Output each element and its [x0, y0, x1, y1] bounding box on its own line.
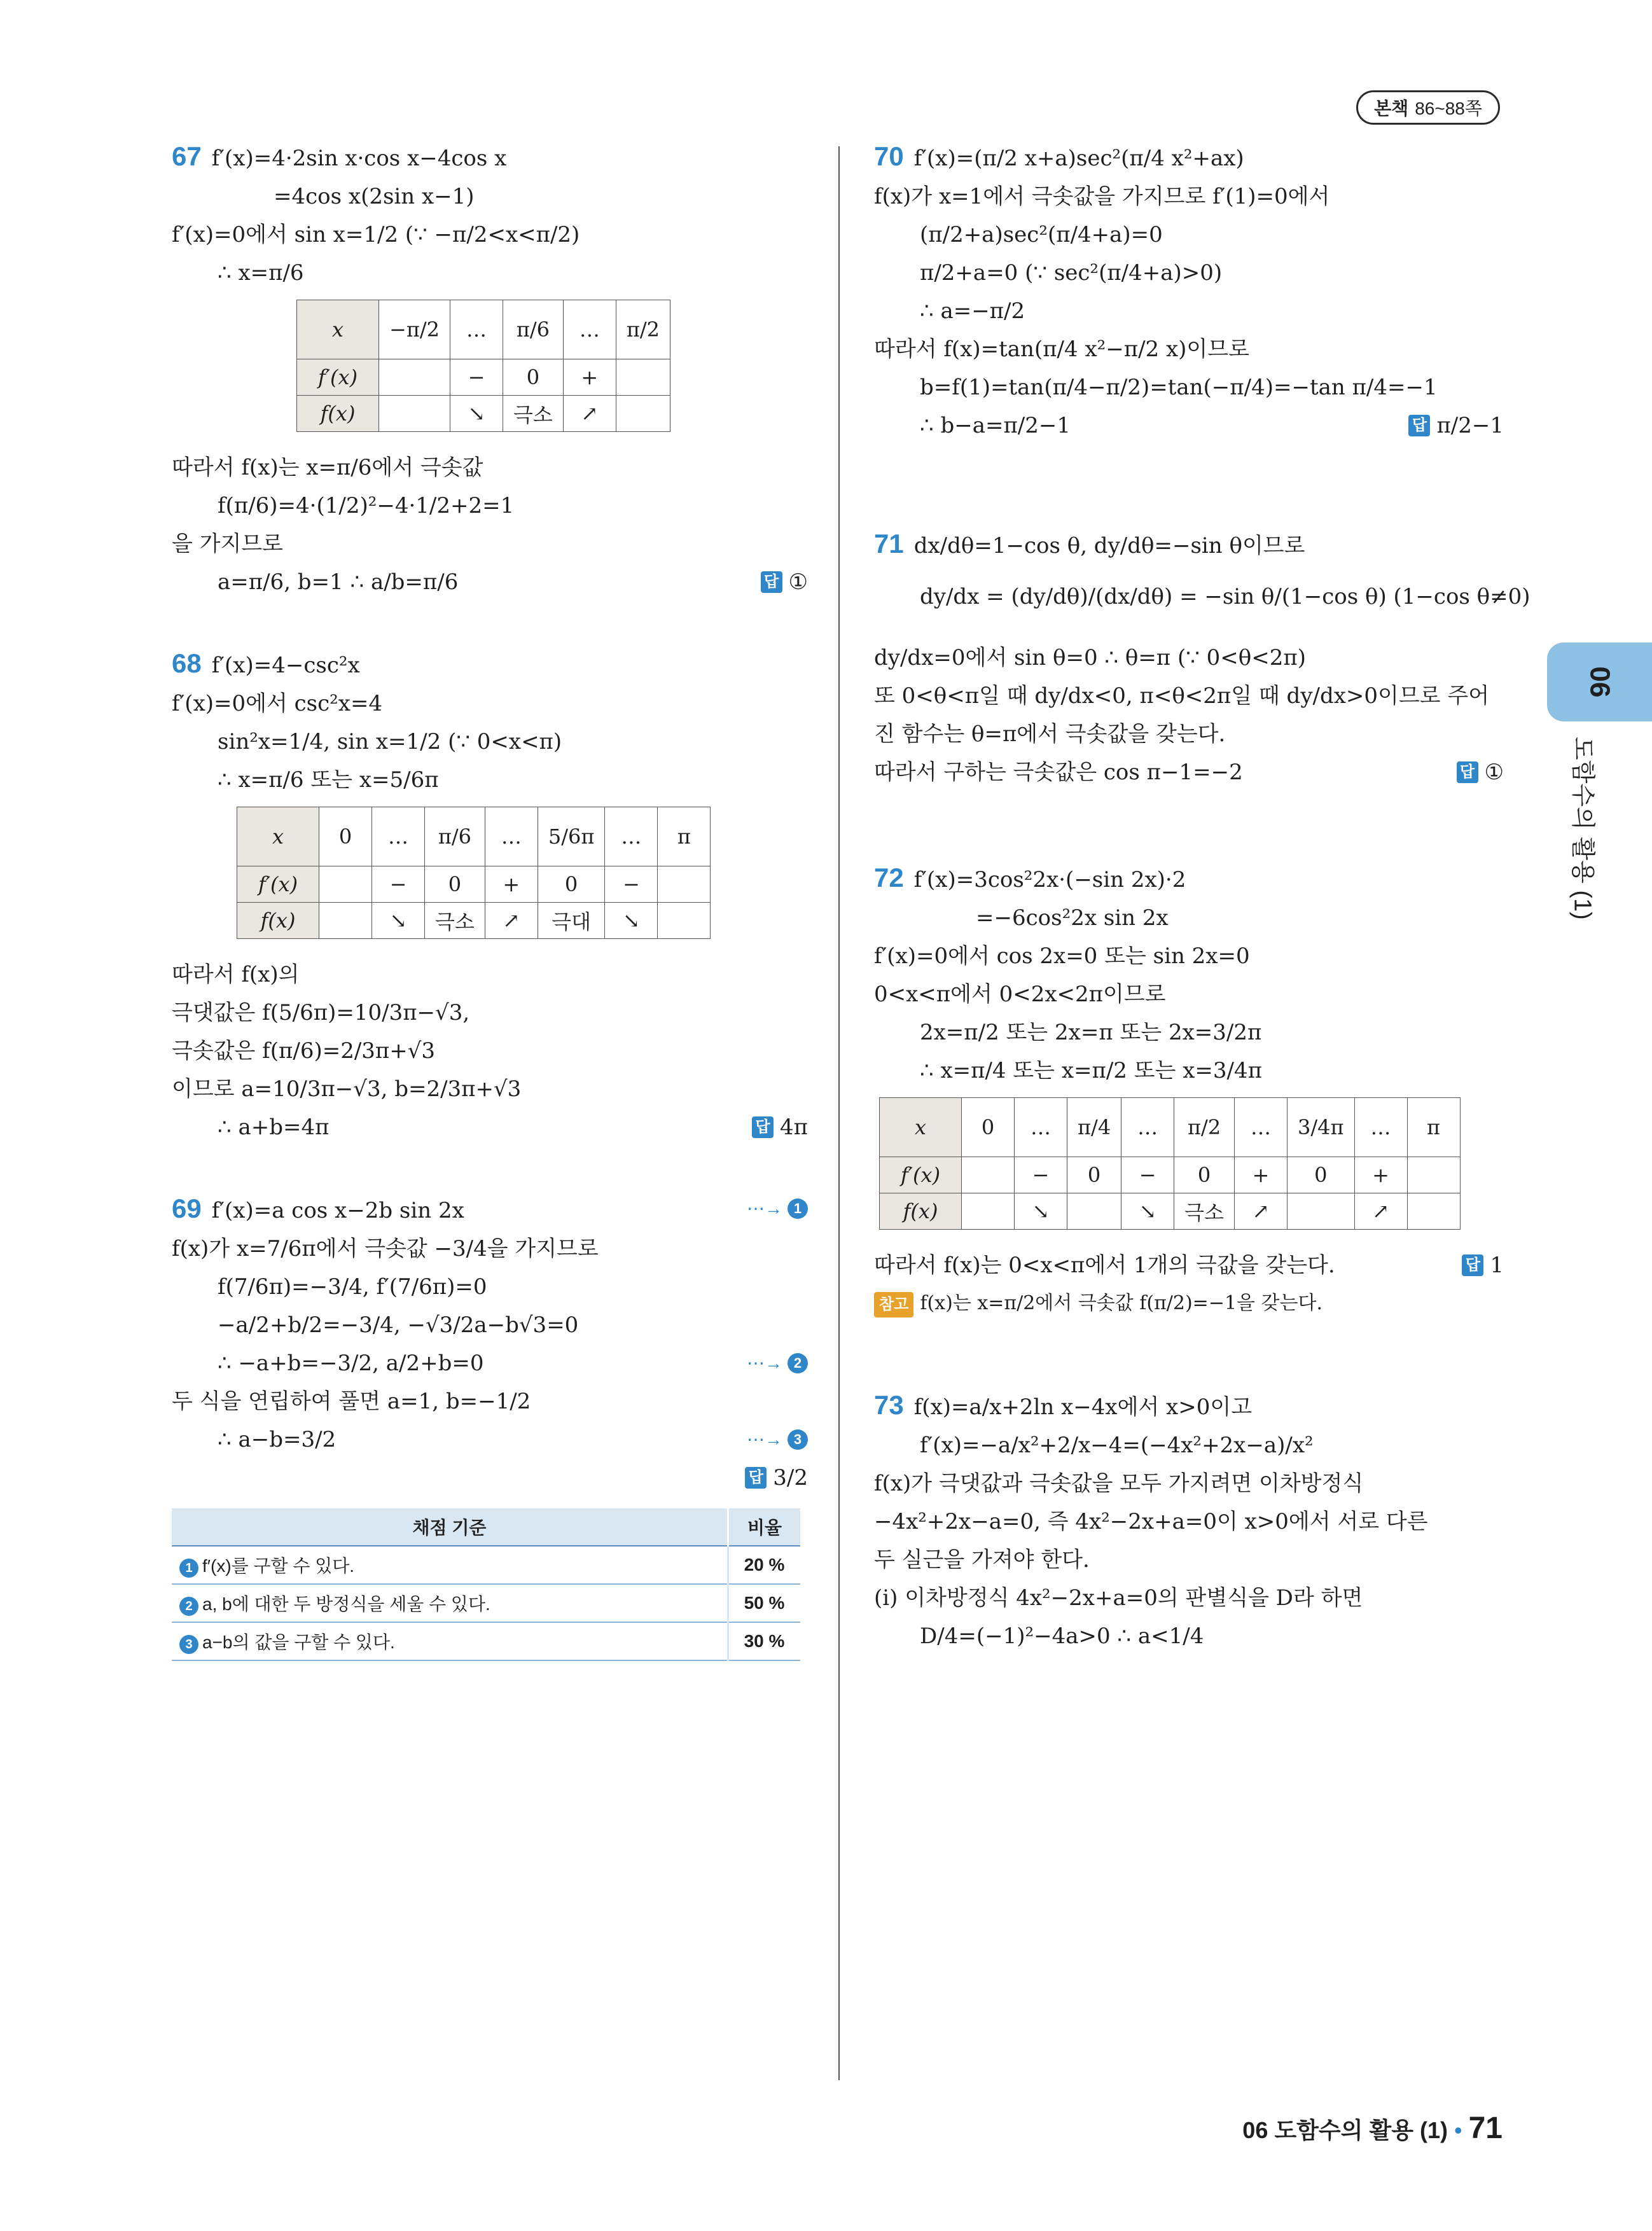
page-range: 86~88쪽	[1415, 99, 1482, 118]
table-cell: −	[605, 866, 658, 903]
table-cell	[1407, 1193, 1460, 1230]
table-row	[237, 903, 711, 939]
solution-line: 두 실근을 가져야 한다.	[874, 1547, 1090, 1573]
solution-line: f′(x)=a cos x−2b sin 2x	[211, 1198, 464, 1223]
table-cell: π/2	[616, 300, 670, 359]
step-marker-2: ⋯→ 2	[747, 1352, 808, 1375]
table-cell: ↘	[1015, 1193, 1067, 1230]
answer-71	[1457, 761, 1504, 784]
solution-line: 극댓값은 f(5/6π)=10/3π−√3,	[172, 1000, 470, 1025]
answer-icon: 답	[1408, 415, 1430, 436]
book-label: 본책	[1374, 99, 1409, 118]
solution-line: 따라서 구하는 극솟값은 cos π−1=−2	[874, 760, 1243, 785]
table-cell: +	[563, 359, 616, 396]
answer-value: 3/2	[773, 1465, 808, 1491]
solution-line: 따라서 f(x)는 0<x<π에서 1개의 극값을 갖는다.	[874, 1253, 1335, 1278]
rubric-percent: 20 %	[728, 1546, 801, 1584]
solution-line: 을 가지므로	[172, 531, 284, 557]
answer-68	[752, 1116, 808, 1139]
solution-line: f(x)가 x=1에서 극솟값을 가지므로 f′(1)=0에서	[874, 184, 1330, 209]
table-cell: −π/2	[379, 300, 450, 359]
solution-line: (i) 이차방정식 4x²−2x+a=0의 판별식을 D라 하면	[874, 1585, 1363, 1611]
table-cell: π/4	[1067, 1098, 1121, 1157]
table-cell: 0	[1067, 1157, 1121, 1193]
table-cell	[962, 1193, 1015, 1230]
table-cell	[379, 359, 450, 396]
solution-line: 따라서 f(x)의	[172, 962, 300, 987]
solution-line: 따라서 f(x)=tan(π/4 x²−π/2 x)이므로	[874, 337, 1249, 362]
right-column	[874, 141, 1531, 1706]
solution-line: f′(x)=0에서 csc²x=4	[172, 691, 383, 716]
table-cell: π/6	[503, 300, 563, 359]
problem-69	[172, 1193, 808, 1661]
table-cell: …	[563, 300, 616, 359]
sign-table-72	[879, 1097, 1461, 1230]
table-cell: ↗	[563, 396, 616, 432]
rubric-header-criteria: 채점 기준	[172, 1508, 728, 1546]
rubric-criterion: a, b에 대한 두 방정식을 세울 수 있다.	[202, 1594, 490, 1614]
problem-number: 71	[874, 529, 904, 559]
table-cell: …	[1015, 1098, 1067, 1157]
step-marker-3: ⋯→ 3	[747, 1428, 808, 1451]
table-cell: f(x)	[297, 396, 379, 432]
chapter-number: 06	[1584, 666, 1616, 698]
sign-table-67	[296, 300, 670, 432]
solution-line: f′(x)=−a/x²+2/x−4=(−4x²+2x−a)/x²	[920, 1433, 1314, 1458]
page-number: 71	[1468, 2111, 1503, 2145]
rubric-criterion: a−b의 값을 구할 수 있다.	[202, 1632, 395, 1652]
solution-line: f(x)=a/x+2ln x−4x에서 x>0이고	[913, 1394, 1253, 1420]
rubric-row: 3 a−b의 값을 구할 수 있다. 30 %	[172, 1622, 800, 1660]
table-cell: +	[1235, 1157, 1288, 1193]
solution-line: ∴ −a+b=−3/2, a/2+b=0	[218, 1351, 484, 1376]
table-cell: −	[450, 359, 503, 396]
table-cell: 3/4π	[1288, 1098, 1355, 1157]
problem-number: 69	[172, 1193, 202, 1223]
footer-chapter: 06 도함수의 활용 (1)	[1242, 2117, 1448, 2143]
solution-line: ∴ a=−π/2	[920, 298, 1025, 324]
table-row	[297, 359, 670, 396]
chapter-title: 도함수의 활용 (1)	[1569, 737, 1596, 920]
solution-line: =4cos x(2sin x−1)	[274, 184, 475, 209]
table-cell: ↘	[1121, 1193, 1174, 1230]
table-cell: 극대	[538, 903, 605, 939]
problem-70	[874, 141, 1504, 438]
solution-line: b=f(1)=tan(π/4−π/2)=tan(−π/4)=−tan π/4=−1	[920, 375, 1438, 400]
problem-number: 68	[172, 648, 202, 678]
solution-line: ∴ a−b=3/2	[218, 1427, 337, 1452]
table-cell: 0	[962, 1098, 1015, 1157]
solution-line: 따라서 f(x)는 x=π/6에서 극솟값	[172, 455, 483, 480]
table-cell: ↘	[450, 396, 503, 432]
table-cell: 0	[503, 359, 563, 396]
table-cell: 0	[1174, 1157, 1235, 1193]
table-cell: f(x)	[237, 903, 319, 939]
solution-line: f(x)가 극댓값과 극솟값을 모두 가지려면 이차방정식	[874, 1471, 1364, 1496]
problem-number: 67	[172, 141, 202, 171]
table-row	[880, 1157, 1461, 1193]
answer-icon: 답	[1462, 1255, 1483, 1276]
rubric-row: 2 a, b에 대한 두 방정식을 세울 수 있다. 50 %	[172, 1584, 800, 1622]
answer-icon: 답	[745, 1467, 767, 1489]
column-divider	[838, 146, 840, 2080]
step-marker-1: ⋯→ 1	[747, 1197, 808, 1220]
solution-line: 극솟값은 f(π/6)=2/3π+√3	[172, 1038, 436, 1064]
table-cell	[658, 903, 711, 939]
answer-72	[1462, 1254, 1504, 1277]
solution-line: f′(x)=4−csc²x	[211, 653, 360, 678]
table-cell: π	[658, 807, 711, 866]
table-cell: …	[1121, 1098, 1174, 1157]
solution-line: 진 함수는 θ=π에서 극솟값을 갖는다.	[874, 721, 1226, 747]
table-cell	[616, 359, 670, 396]
table-cell	[962, 1157, 1015, 1193]
answer-70	[1408, 414, 1504, 437]
solution-line: dy/dx=0에서 sin θ=0 ∴ θ=π (∵ 0<θ<2π)	[874, 645, 1306, 671]
solution-line: f′(x)=3cos²2x·(−sin 2x)·2	[913, 867, 1186, 893]
table-cell	[1288, 1193, 1355, 1230]
answer-67	[761, 571, 808, 594]
rubric-row: 1 f′(x)를 구할 수 있다. 20 %	[172, 1546, 800, 1584]
footer-bullet: •	[1454, 2117, 1462, 2143]
solution-line: 이므로 a=10/3π−√3, b=2/3π+√3	[172, 1076, 522, 1102]
solution-line: 또 0<θ<π일 때 dy/dx<0, π<θ<2π일 때 dy/dx>0이므로 주어	[874, 683, 1490, 709]
table-cell	[658, 866, 711, 903]
table-cell: 극소	[1174, 1193, 1235, 1230]
solution-line: 0<x<π에서 0<2x<2π이므로	[874, 982, 1166, 1007]
left-column	[172, 141, 808, 1720]
table-cell: ↗	[1354, 1193, 1407, 1230]
rubric-percent: 50 %	[728, 1584, 801, 1622]
table-cell: …	[372, 807, 425, 866]
solution-line: sin²x=1/4, sin x=1/2 (∵ 0<x<π)	[218, 729, 562, 754]
problem-67	[172, 141, 808, 595]
table-cell: …	[450, 300, 503, 359]
answer-value: 4π	[780, 1115, 808, 1140]
table-cell: f′(x)	[237, 866, 319, 903]
solution-line: 두 식을 연립하여 풀면 a=1, b=−1/2	[172, 1389, 531, 1414]
problem-number: 73	[874, 1390, 904, 1420]
solution-line: f(x)가 x=7/6π에서 극솟값 −3/4을 가지므로	[172, 1236, 599, 1261]
note-icon: 참고	[874, 1292, 913, 1317]
solution-line: ∴ x=π/4 또는 x=π/2 또는 x=3/4π	[920, 1058, 1262, 1083]
table-cell	[319, 866, 372, 903]
table-cell: 0	[538, 866, 605, 903]
problem-68	[172, 648, 808, 1140]
table-cell: 5/6π	[538, 807, 605, 866]
table-cell: f(x)	[880, 1193, 962, 1230]
chapter-side-tab	[1547, 643, 1652, 721]
table-cell: π/6	[425, 807, 485, 866]
sign-table-68	[237, 807, 711, 939]
solution-line: −4x²+2x−a=0, 즉 4x²−2x+a=0이 x>0에서 서로 다른	[874, 1509, 1428, 1534]
table-cell	[379, 396, 450, 432]
answer-value: ①	[1484, 760, 1504, 785]
solution-line: π/2+a=0 (∵ sec²(π/4+a)>0)	[920, 260, 1223, 286]
solution-line: ∴ b−a=π/2−1	[920, 413, 1071, 438]
solution-line: f′(x)=0에서 sin x=1/2 (∵ −π/2<x<π/2)	[172, 222, 580, 247]
table-cell: x	[880, 1098, 962, 1157]
table-cell: ↗	[485, 903, 538, 939]
solution-line: f′(x)=0에서 cos 2x=0 또는 sin 2x=0	[874, 943, 1250, 969]
solution-line: f′(x)=4·2sin x·cos x−4cos x	[211, 146, 507, 171]
answer-icon: 답	[1457, 761, 1478, 783]
table-cell: x	[297, 300, 379, 359]
solution-line: 2x=π/2 또는 2x=π 또는 2x=3/2π	[920, 1020, 1262, 1045]
table-cell: 극소	[425, 903, 485, 939]
table-cell: f′(x)	[297, 359, 379, 396]
solution-line: dx/dθ=1−cos θ, dy/dθ=−sin θ이므로	[913, 533, 1305, 559]
problem-73	[874, 1390, 1504, 1649]
problem-71	[874, 529, 1531, 785]
page-reference-badge	[1356, 90, 1500, 125]
table-cell: +	[1354, 1157, 1407, 1193]
rubric-criterion: f′(x)를 구할 수 있다.	[202, 1555, 355, 1576]
problem-72	[874, 863, 1504, 1317]
problem-number: 72	[874, 863, 904, 893]
answer-value: ①	[788, 569, 808, 595]
table-cell	[319, 903, 372, 939]
solution-line: (π/2+a)sec²(π/4+a)=0	[920, 222, 1163, 247]
solution-line: −a/2+b/2=−3/4, −√3/2a−b√3=0	[218, 1312, 579, 1338]
solution-line: ∴ a+b=4π	[218, 1115, 330, 1140]
table-row	[880, 1193, 1461, 1230]
table-cell: −	[1015, 1157, 1067, 1193]
solution-line: a=π/6, b=1 ∴ a/b=π/6	[218, 569, 459, 595]
solution-line: f′(x)=(π/2 x+a)sec²(π/4 x²+ax)	[913, 146, 1244, 171]
solution-line: D/4=(−1)²−4a>0 ∴ a<1/4	[920, 1623, 1204, 1649]
answer-value: 1	[1490, 1253, 1504, 1278]
table-row	[297, 300, 670, 359]
rubric-percent: 30 %	[728, 1622, 801, 1660]
problem-number: 70	[874, 141, 904, 171]
table-cell: π	[1407, 1098, 1460, 1157]
table-cell	[616, 396, 670, 432]
chapter-side-title	[1560, 737, 1611, 920]
table-cell: −	[372, 866, 425, 903]
table-cell: …	[1354, 1098, 1407, 1157]
solution-line: f(7/6π)=−3/4, f′(7/6π)=0	[218, 1274, 487, 1300]
table-row	[237, 866, 711, 903]
answer-icon: 답	[752, 1116, 774, 1138]
rubric-header-ratio: 비율	[728, 1508, 801, 1546]
solution-line: f(π/6)=4·(1/2)²−4·1/2+2=1	[218, 493, 515, 518]
scoring-rubric-table	[172, 1508, 800, 1661]
table-cell	[1067, 1193, 1121, 1230]
note-text: f(x)는 x=π/2에서 극솟값 f(π/2)=−1을 갖는다.	[920, 1292, 1323, 1314]
page-footer	[1242, 2111, 1503, 2146]
table-cell: …	[485, 807, 538, 866]
table-cell: +	[485, 866, 538, 903]
table-cell: …	[605, 807, 658, 866]
table-row	[880, 1098, 1461, 1157]
table-cell: ↘	[372, 903, 425, 939]
table-row	[297, 396, 670, 432]
solution-line: ∴ x=π/6	[218, 260, 304, 286]
table-cell: ↘	[605, 903, 658, 939]
table-cell: 극소	[503, 396, 563, 432]
table-cell: 0	[319, 807, 372, 866]
table-cell: 0	[425, 866, 485, 903]
table-cell: ↗	[1235, 1193, 1288, 1230]
solution-line: =−6cos²2x sin 2x	[976, 905, 1169, 931]
table-cell: x	[237, 807, 319, 866]
answer-value: π/2−1	[1436, 413, 1504, 438]
table-cell: …	[1235, 1098, 1288, 1157]
table-cell: −	[1121, 1157, 1174, 1193]
answer-69	[745, 1466, 808, 1489]
answer-icon: 답	[761, 571, 782, 593]
table-cell: 0	[1288, 1157, 1355, 1193]
table-cell	[1407, 1157, 1460, 1193]
solution-line: ∴ x=π/6 또는 x=5/6π	[218, 767, 439, 793]
table-cell: f′(x)	[880, 1157, 962, 1193]
table-row	[237, 807, 711, 866]
solution-line: dy/dx = (dy/dθ)/(dx/dθ) = −sin θ/(1−cos θ) (1−cos θ≠0)	[920, 584, 1531, 609]
table-cell: π/2	[1174, 1098, 1235, 1157]
